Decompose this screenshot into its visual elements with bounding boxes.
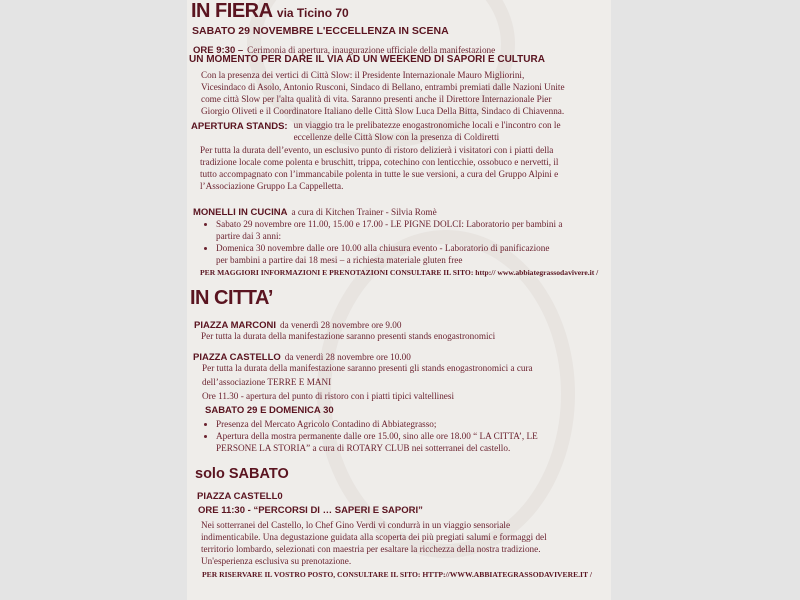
info-link-text: PER MAGGIORI INFORMAZIONI E PRENOTAZIONI CONSULTARE IL SITO: http:// www.abbiategrassodavivere.it / bbox=[200, 268, 599, 277]
monelli-list bbox=[205, 218, 562, 266]
section-title-fiera: IN FIERA via Ticino 70 bbox=[191, 0, 349, 22]
opening-ceremony: ORE 9:30 – Cerimonia di apertura, inaugurazione ufficiale della manifestazione bbox=[193, 45, 496, 56]
sabato-desc: Nei sotterranei del Castello, lo Chef Gino Verdi vi condurrà in un viaggio sensoriale indimenticabile. Una degustazione guidata alla scoperta dei più pregiati salumi e formaggi del territorio lombardo, selezionati con maestria per esaltare la ricchezza della nostra tradizione. Un'esperienza esclusiva su prenotazione. bbox=[201, 520, 547, 566]
list-item: • Sabato 29 novembre ore 11.00, 15.00 e 17.00 - LE PIGNE DOLCI: Laboratorio per bambini a partire dai 3 anni: bbox=[216, 218, 562, 242]
castello-desc: Per tutta la durata della manifestazione saranno presenti gli stands enogastronomici a cura dell’associazione TERRE E MANI Ore 11.30 - apertura del punto di ristoro con i piatti tipici valtellinesi bbox=[202, 363, 533, 401]
ristoro-paragraph: Per tutta la durata dell’evento, un esclusivo punto di ristoro delizierà i visitatori con i piatti della tradizione locale come polenta e bruschitt, trippa, cotechino con lenticchie, ossobuco e nervetti, il tutto accompagnato con l’immancabile polenta in tutte le sue versioni, a cura del Gruppo Alpini e l’Associazione Gruppo La Cappelletta. bbox=[200, 145, 559, 191]
sabato-place: PIAZZA CASTELL0 bbox=[197, 491, 283, 502]
list-item: • Presenza del Mercato Agricolo Contadino di Abbiategrasso; bbox=[216, 418, 538, 430]
list-item: • Domenica 30 novembre dalle ore 10.00 alla chiusura evento - Laboratorio di panificazione per bambini a partire dai 18 mesi – a richiesta materiale gluten free bbox=[216, 242, 562, 266]
flyer-page bbox=[187, 0, 611, 600]
reservation-link-text: PER RISERVARE IL VOSTRO POSTO, CONSULTARE IL SITO: HTTP://WWW.ABBIATEGRASSODAVIVERE.IT / bbox=[202, 570, 592, 579]
section-title-sabato: solo SABATO bbox=[195, 466, 289, 482]
day-heading: SABATO 29 NOVEMBRE L'ECCELLENZA IN SCENA bbox=[192, 25, 449, 37]
stands-text: un viaggio tra le prelibatezze enogastronomiche locali e l'incontro con le eccellenze delle Città Slow con la presenza di Coldiretti bbox=[293, 120, 561, 142]
marconi-desc: Per tutta la durata della manifestazione saranno presenti stands enogastronomici bbox=[201, 331, 496, 341]
section-title-citta: IN CITTA’ bbox=[190, 287, 273, 309]
intro-paragraph: Con la presenza dei vertici di Città Slow: il Presidente Internazionale Mauro Migliorini, Vicesindaco di Asolo, Antonio Rusconi, Sindaco di Bellano, entrambi premiati dalle Nazioni Unite come città Slow per l'alta qualità di vita. Saranno presenti anche il Direttore Internazionale Pier Giorgio Oliveti e il Coordinatore Italiano delle Città Slow Luca Della Bitta, Sindaco di Chiavenna. bbox=[201, 70, 565, 116]
weekend-heading: SABATO 29 E DOMENICA 30 bbox=[205, 405, 334, 416]
castello-heading: PIAZZA CASTELLO da venerdì 28 novembre ore 10.00 bbox=[193, 352, 411, 363]
moment-heading: UN MOMENTO PER DARE IL VIA AD UN WEEKEND DI SAPORI E CULTURA bbox=[189, 54, 545, 65]
weekend-list bbox=[205, 418, 538, 454]
stands-label: APERTURA STANDS: bbox=[191, 121, 288, 132]
stands-row bbox=[191, 119, 561, 143]
list-item: • Apertura della mostra permanente dalle ore 15.00, sino alle ore 18.00 “ LA CITTA’, LE PERSONE LA STORIA” a cura di ROTARY CLUB nei sotterranei del castello. bbox=[216, 430, 538, 454]
sabato-event: ORE 11:30 - “PERCORSI DI … SAPERI E SAPORI” bbox=[198, 505, 423, 516]
marconi-heading: PIAZZA MARCONI da venerdì 28 novembre ore 9.00 bbox=[194, 320, 402, 331]
monelli-heading: MONELLI IN CUCINA a cura di Kitchen Trainer - Silvia Romè bbox=[193, 207, 437, 218]
